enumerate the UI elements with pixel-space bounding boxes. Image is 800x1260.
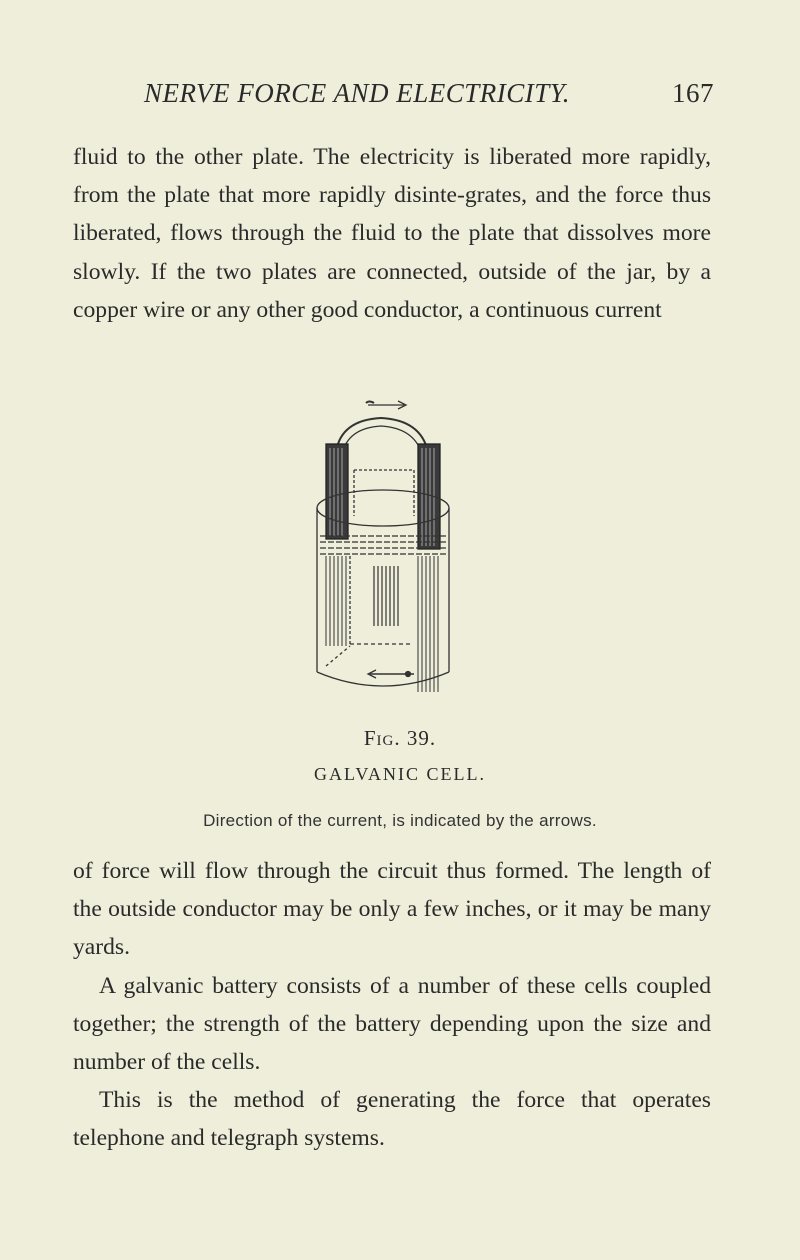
running-head (144, 78, 714, 109)
running-head-title: NERVE FORCE AND ELECTRICITY. (144, 78, 571, 108)
page-number: 167 (672, 78, 714, 108)
paragraph-continued: fluid to the other plate. The electricity is liberated more rapidly, from the plate that more rapidly disinte-grates, and the force thus liberated, flows through the fluid to the plate that dissolves more slowly. If the two plates are connected, outside of the jar, by a copper wire or any other good conductor, a continuous current (73, 144, 711, 323)
figure-title: GALVANIC CELL. (313, 764, 486, 784)
body-text-top (73, 138, 711, 329)
paragraph-battery: A galvanic battery consists of a number of these cells coupled together; the strength of the battery depending upon the size and number of the cells. (73, 972, 711, 1076)
paragraph-method: This is the method of generating the force that operates telephone and telegraph systems. (73, 1087, 711, 1152)
figure-note: Direction of the current, is indicated by the arrows. (203, 811, 597, 830)
figure-label: Fig. 39. (363, 726, 437, 750)
paragraph-continuation: of force will flow through the circuit thus formed. The length of the outside conductor may be only a few inches, or it may be many yards. (73, 858, 711, 961)
body-text-bottom (73, 852, 711, 1158)
galvanic-cell-drawing (296, 396, 466, 698)
galvanic-cell-illustration (296, 396, 466, 698)
